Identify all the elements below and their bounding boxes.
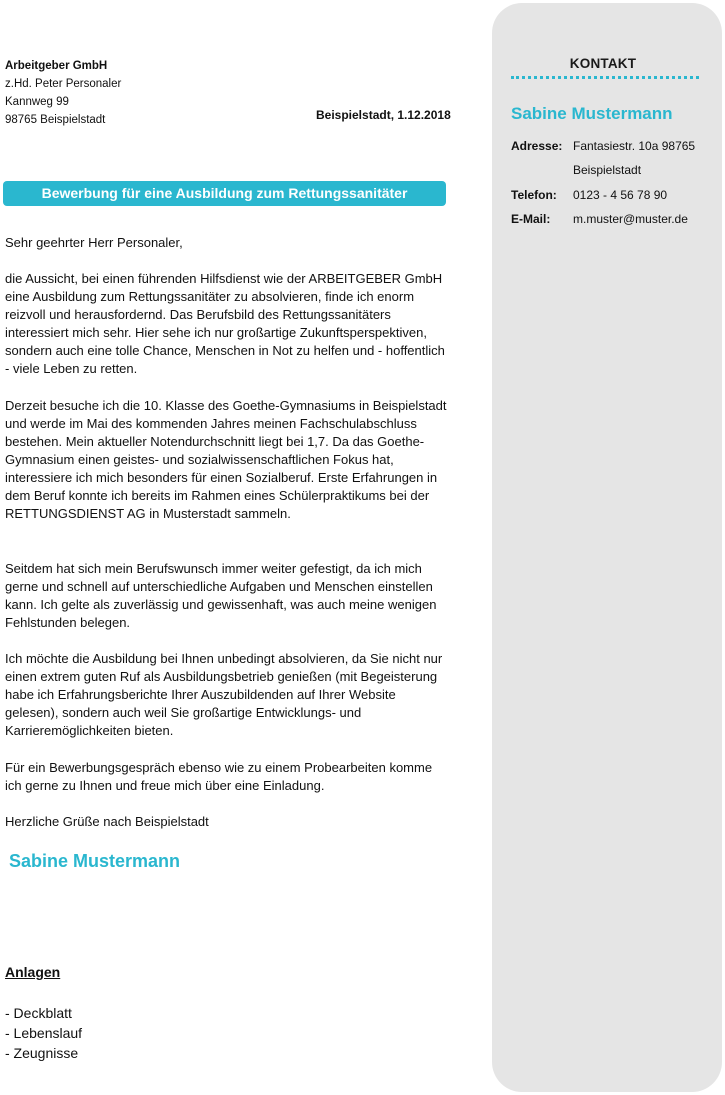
address-label: Adresse: [511, 139, 563, 153]
phone-value: 0123 - 4 56 78 90 [573, 188, 668, 202]
recipient-attention: z.Hd. Peter Personaler [5, 78, 122, 90]
attachments-list [5, 1003, 82, 1063]
recipient-company: Arbeitgeber GmbH [5, 60, 108, 72]
subject-banner: Bewerbung für eine Ausbildung zum Rettungssanitäter [3, 181, 446, 206]
signature-name: Sabine Mustermann [9, 851, 181, 871]
contact-name: Sabine Mustermann [511, 104, 673, 123]
recipient-street: Kannweg 99 [5, 96, 69, 108]
attachment-item: - Zeugnisse [5, 1045, 79, 1061]
email-label: E-Mail: [511, 212, 551, 226]
letter-date: Beispielstadt, 1.12.2018 [316, 108, 451, 122]
attachments-heading: Anlagen [5, 964, 61, 980]
email-value[interactable]: m.muster@muster.de [573, 212, 688, 226]
body-paragraph-5: Für ein Bewerbungsgespräch ebenso wie zu einem Probearbeiten komme ich gerne zu Ihnen und freue mich über eine Einladung. [5, 760, 433, 793]
closing-line: Herzliche Grüße nach Beispielstadt [5, 814, 209, 829]
phone-label: Telefon: [511, 188, 557, 202]
body-paragraph-2: Derzeit besuche ich die 10. Klasse des Goethe-Gymnasiums in Beispielstadt und werde im Mai des kommenden Jahres meinen Fachschulabschluss bestehen. Mein aktueller Notendurchschnitt liegt bei 1,7. Da das Goethe-Gymnasium einen geistes- und sozialwissenschaftlichen Fokus hat, interessiere ich mich besonders für einen Sozialberuf. Erste Erfahrungen in dem Beruf konnte ich bereits im Rahmen eines Schülerpraktikums bei der RETTUNGSDIENST AG in Musterstadt sammeln. [5, 398, 447, 521]
recipient-address [5, 57, 121, 129]
address-line2: Beispielstadt [573, 163, 642, 177]
recipient-city: 98765 Beispielstadt [5, 114, 106, 126]
attachment-item: - Deckblatt [5, 1005, 72, 1021]
body-paragraph-3: Seitdem hat sich mein Berufswunsch immer weiter gefestigt, da ich mich gerne und schnell auf unterschiedliche Aufgaben und Menschen einstellen kann. Ich gelte als zuverlässig und gewissenhaft, was auch meine wenigen Fehlstunden belegen. [5, 561, 437, 630]
contact-divider [511, 76, 699, 79]
body-paragraph-1: die Aussicht, bei einen führenden Hilfsdienst wie der ARBEITGEBER GmbH eine Ausbildung zum Rettungssanitäter zu absolvieren, finde ich enorm reizvoll und herausfordernd. Das Berufsbild des Rettungssanitäters interessiert mich sehr. Hier sehe ich nur großartige Zukunftsperspektiven, sondern auch eine tolle Chance, Menschen in Not zu helfen und - hoffentlich - viele Leben zu retten. [5, 271, 445, 376]
address-line1: Fantasiestr. 10a 98765 [573, 139, 696, 153]
body-paragraph-4: Ich möchte die Ausbildung bei Ihnen unbedingt absolvieren, da Sie nicht nur einen extrem guten Ruf als Ausbildungsbetrieb genießen (mit Begeisterung habe ich Erfahrungsberichte Ihrer Auszubildenden auf Ihrer Website gelesen), sondern auch weil Sie großartige Entwicklungs- und Karrieremöglichkeiten bieten. [5, 651, 443, 738]
salutation: Sehr geehrter Herr Personaler, [5, 235, 183, 250]
attachment-item: - Lebenslauf [5, 1025, 83, 1041]
contact-heading: KONTAKT [569, 56, 637, 71]
